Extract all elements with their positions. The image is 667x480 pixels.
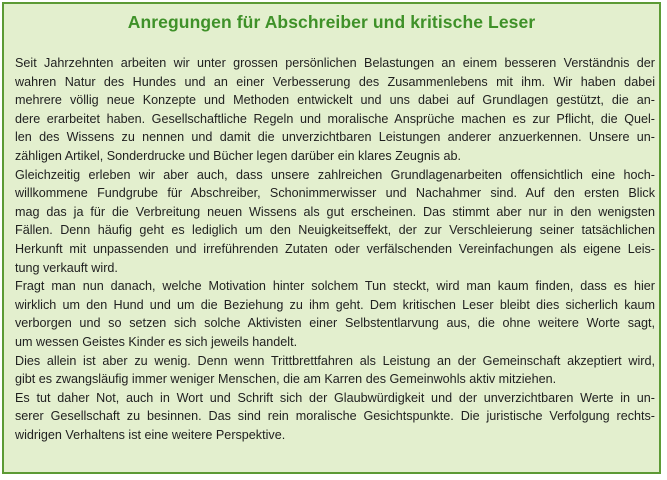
text-line: mehrere völlig neue Konzepte und Methoden entwickelt und uns dabei auf Grundlagen gestützt, die an- [15,93,655,108]
text-line: serer Gesellschaft zu besinnen. Das sind rein moralische Gesichtspunkte. Die juristische Verfolgung rechts- [15,409,655,424]
text-line: wirklich um den Hund und um die Beziehung zu ihm geht. Dem kritischen Leser bleibt dies sicherlich kaum [15,297,655,312]
text-line: zähligen Artikel, Sonderdrucke und Bücher legen darüber ein klares Zeugnis ab. [15,148,461,163]
text-line: willkommene Fundgrube für Abschreiber, Schonimmerwisser und Nachahmer sind. Auf den ersten Blick [15,186,655,201]
text-line: verborgen und so setzen sich solche Aktivisten einer Selbstentlarvung aus, die ohne weitere Worte sagt, [15,316,655,331]
text-line: um wessen Geistes Kinder es sich jeweils handelt. [15,334,298,349]
text-line: mag das ja für die Verbreitung neuen Wissens als gut erscheinen. Das stimmt aber nur in den wenigsten [15,204,655,219]
text-line: Seit Jahrzehnten arbeiten wir unter grossen persönlichen Belastungen an einem besseren Verständnis der [15,56,655,70]
text-line: widrigen Verhaltens ist eine weitere Perspektive. [15,427,286,442]
article-title: Anregungen für Abschreiber und kritische Leser [127,12,536,32]
text-line: Fragt man nun danach, welche Motivation hinter solchem Tun steckt, wird man kaum finden, dass es hier [15,279,655,294]
text-line: Herkunft mit unpassenden und irreführenden Zutaten oder verfälschenden Vereinfachungen als eigene Leis- [15,241,655,256]
text-line: Fällen. Denn häufig geht es lediglich um den Neuigkeitseffekt, der zur Verschleierung seiner tatsächlichen [15,223,655,238]
text-line: Dies allein ist aber zu wenig. Denn wenn Trittbrettfahren als Leistung an der Gemeinschaft akzeptiert wird, [15,353,655,368]
text-line: Es tut daher Not, auch in Wort und Schrift sich der Glaubwürdigkeit und der unverzichtbaren Werte in un- [15,390,655,405]
text-line: wahren Natur des Hundes und an einer Verbesserung des Zusammenlebens mit ihm. Wir haben dabei [15,74,655,89]
text-line: dere erarbeitet haben. Gesellschaftliche Regeln und moralische Ansprüche machen es zur Pflicht, die Quel- [15,111,655,126]
text-line: Gleichzeitig erleben wir aber auch, dass unsere zahlreichen Grundlagenarbeiten offensichtlich eine hoch- [15,167,655,182]
article-box [2,2,661,474]
article-body [15,54,655,444]
text-line: tung verkauft wird. [15,260,118,275]
text-line: len des Wissens zu nennen und damit die unverzichtbaren Leistungen anderer anzuerkennen. Unsere un- [15,130,655,145]
text-line: gibt es zwangsläufig immer weniger Menschen, die am Karren des Gemeinwohls aktiv mitziehen. [15,372,557,387]
